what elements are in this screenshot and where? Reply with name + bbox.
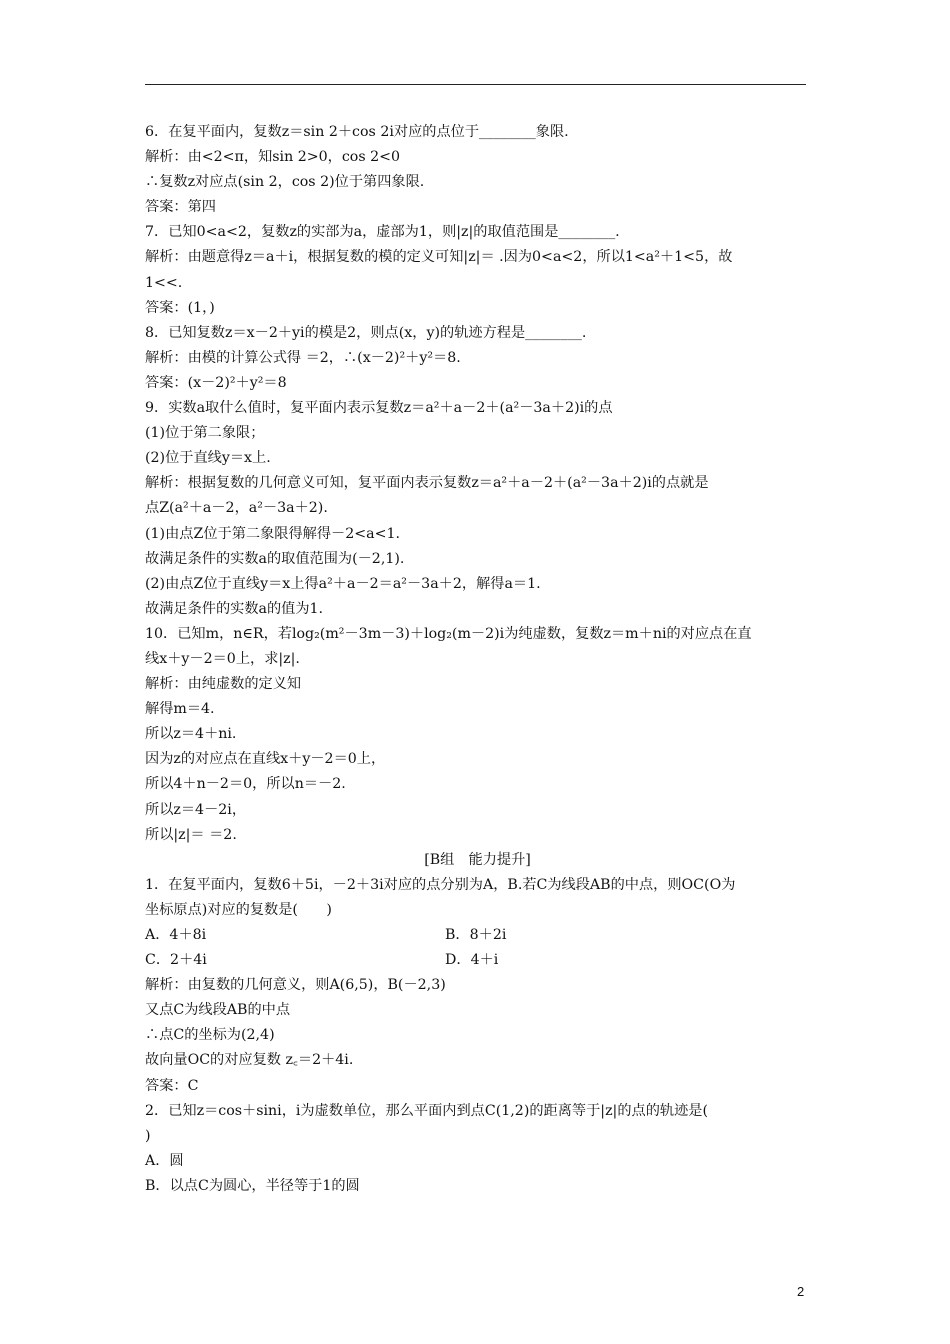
text-line: 所以4＋n－2＝0，所以n＝－2. bbox=[145, 776, 346, 793]
text-line: 解得m＝4. bbox=[145, 701, 215, 718]
text-line: ) bbox=[145, 1127, 151, 1144]
text-line: 10．已知m，n∈R，若log₂(m²－3m－3)＋log₂(m－2)i为纯虚数，复数z＝m＋ni的对应点在直 bbox=[145, 625, 752, 642]
text-line: B．以点C为圆心，半径等于1的圆 bbox=[145, 1177, 360, 1194]
options-row bbox=[145, 923, 810, 948]
text-line: (1)由点Z位于第二象限得解得－2<a<1. bbox=[145, 525, 401, 542]
text-line: 解析：由纯虚数的定义知 bbox=[145, 676, 302, 693]
text-line: 6．在复平面内，复数z＝sin 2＋cos 2i对应的点位于________象限. bbox=[145, 124, 569, 140]
text-line: 8．已知复数z＝x－2＋yi的模是2，则点(x，y)的轨迹方程是________. bbox=[145, 324, 587, 341]
text-line: 线x＋y－2＝0上，求|z|. bbox=[145, 650, 300, 667]
text-line: 所以z＝4－2i， bbox=[145, 801, 247, 818]
text-line: 坐标原点)对应的复数是( ) bbox=[145, 901, 332, 918]
option-a: A．4＋8i bbox=[145, 927, 207, 943]
text-line: (2)位于直线y＝x上. bbox=[145, 450, 271, 467]
options-row bbox=[145, 948, 810, 973]
text-line: 1．在复平面内，复数6＋5i，－2＋3i对应的点分别为A，B.若C为线段AB的中点，则OC(O为 bbox=[145, 876, 736, 893]
text-line: 所以z＝4＋ni. bbox=[145, 726, 237, 743]
text-line: ∴复数z对应点(sin 2，cos 2)位于第四象限. bbox=[145, 174, 425, 191]
text-line: ∴点C的坐标为(2,4) bbox=[145, 1027, 275, 1044]
text-line: 故满足条件的实数a的值为1. bbox=[145, 600, 324, 617]
text-line: 解析：根据复数的几何意义可知，复平面内表示复数z＝a²＋a－2＋(a²－3a＋2)i的点就是 bbox=[145, 475, 709, 492]
option-d: D．4＋i bbox=[445, 952, 499, 969]
text-line: 答案：第四 bbox=[145, 199, 216, 216]
text-line: 故满足条件的实数a的取值范围为(－2,1). bbox=[145, 550, 405, 567]
section-title: [B组 能力提升] bbox=[424, 851, 531, 868]
header-rule bbox=[145, 84, 806, 85]
text-line: 故向量OC的对应复数 z꜀＝2＋4i. bbox=[145, 1052, 354, 1069]
text-line: (1)位于第二象限； bbox=[145, 425, 265, 442]
text-line: 解析：由复数的几何意义，则A(6,5)，B(－2,3) bbox=[145, 977, 446, 994]
option-c: C．2＋4i bbox=[145, 952, 207, 969]
text-line: 点Z(a²＋a－2，a²－3a＋2). bbox=[145, 500, 328, 517]
page-number: 2 bbox=[797, 1284, 805, 1299]
document-body bbox=[145, 120, 810, 1199]
text-line: 又点C为线段AB的中点 bbox=[145, 1002, 291, 1019]
text-line: 解析：由<2<π，知sin 2>0，cos 2<0 bbox=[145, 149, 401, 166]
text-line: 答案：(1，) bbox=[145, 299, 215, 316]
text-line: A．圆 bbox=[145, 1152, 184, 1169]
text-line: 解析：由模的计算公式得 ＝2，∴(x－2)²＋y²＝8. bbox=[145, 349, 461, 366]
text-line: 因为z的对应点在直线x＋y－2＝0上， bbox=[145, 751, 386, 768]
text-line: 1<<. bbox=[145, 274, 183, 291]
text-line: 7．已知0<a<2，复数z的实部为a，虚部为1，则|z|的取值范围是________. bbox=[145, 224, 620, 241]
text-line: 答案：C bbox=[145, 1077, 199, 1094]
text-line: 9．实数a取什么值时，复平面内表示复数z＝a²＋a－2＋(a²－3a＋2)i的点 bbox=[145, 400, 613, 417]
text-line: 解析：由题意得z＝a＋i，根据复数的模的定义可知|z|＝ .因为0<a<2，所以1<a²＋1<5，故 bbox=[145, 249, 733, 266]
option-b: B．8＋2i bbox=[445, 927, 507, 943]
text-line: 所以|z|＝ ＝2. bbox=[145, 826, 237, 843]
text-line: 答案：(x－2)²＋y²＝8 bbox=[145, 374, 287, 391]
text-line: 2．已知z＝cos＋sini，i为虚数单位，那么平面内到点C(1,2)的距离等于|z|的点的轨迹是( bbox=[145, 1102, 708, 1119]
text-line: (2)由点Z位于直线y＝x上得a²＋a－2＝a²－3a＋2，解得a＝1. bbox=[145, 575, 541, 592]
